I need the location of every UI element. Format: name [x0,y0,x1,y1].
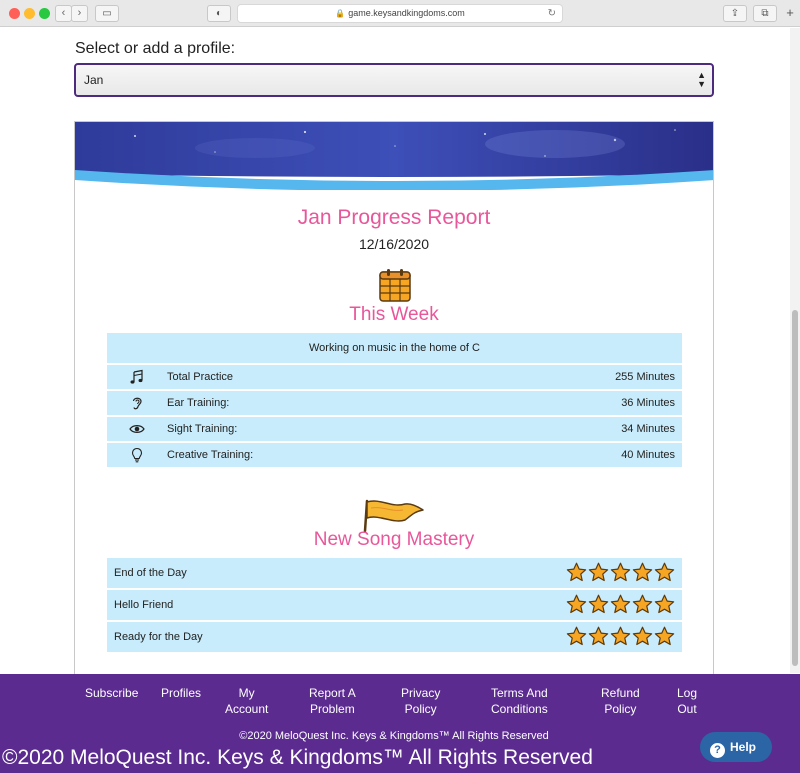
stat-value: 34 Minutes [621,423,675,435]
address-bar[interactable] [237,4,563,23]
browser-toolbar [0,0,800,27]
star-icon [610,594,631,615]
star-icon [632,594,653,615]
zoom-window-button[interactable] [39,8,50,19]
stat-value: 40 Minutes [621,449,675,461]
footer-link-log-out[interactable] [677,685,697,717]
stat-row-ear-training [107,391,682,415]
tabs-icon: ⧉ [761,8,769,19]
page-scrollbar[interactable] [790,28,800,673]
stat-label: Ear Training: [167,397,230,409]
footer-link-label: Conditions [491,702,548,716]
song-title: Hello Friend [114,599,174,611]
footer-copyright: ©2020 MeloQuest Inc. Keys & Kingdoms™ All Rights Reserved [239,730,549,742]
footer-link-label: Privacy [401,686,441,700]
lightbulb-icon [129,447,145,463]
back-button[interactable] [55,5,72,22]
close-window-button[interactable] [9,8,20,19]
sidebar-icon: ▭ [102,8,112,19]
song-row [107,558,682,588]
footer-link-privacy-policy[interactable] [401,685,440,717]
flag-icon [361,498,425,532]
star-icon [610,626,631,647]
star-icon [654,562,675,583]
footer-copyright-large: ©2020 MeloQuest Inc. Keys & Kingdoms™ All Rights Reserved [2,746,593,769]
footer-link-refund-policy[interactable] [601,685,640,717]
share-button[interactable] [723,5,747,22]
footer-link-label: My [238,686,255,700]
profile-select-label: Select or add a profile: [75,40,236,57]
tabs-overview-button[interactable] [753,5,777,22]
song-row [107,622,682,652]
star-icon [588,626,609,647]
chevron-left-icon: ‹ [61,7,66,19]
url-text: game.keysandkingdoms.com [348,8,465,18]
share-icon: ⇪ [730,8,740,19]
footer-link-label: Terms And [491,686,548,700]
lock-icon: 🔒 [335,9,346,18]
song-row [107,590,682,620]
stat-row-sight-training [107,417,682,441]
footer-link-label: Policy [404,702,437,716]
song-title: Ready for the Day [114,631,203,643]
footer-link-label: Subscribe [85,686,139,700]
footer-link-profiles[interactable] [161,685,201,701]
stat-value: 36 Minutes [621,397,675,409]
star-icon [588,562,609,583]
progress-report-card [74,121,714,674]
song-mastery-table [107,558,682,654]
select-arrows-icon: ▲ ▼ [697,70,706,89]
sidebar-button[interactable] [95,5,119,22]
stat-label: Total Practice [167,371,234,383]
eye-icon [129,421,145,437]
weekly-stats-table [107,333,682,469]
music-notes-icon [129,369,145,385]
star-icon [588,594,609,615]
stat-row-total-practice [107,365,682,389]
stat-label: Sight Training: [167,423,238,435]
starry-banner [75,122,714,190]
footer-link-my-account[interactable] [225,685,268,717]
footer-link-label: Out [677,702,697,716]
footer-link-subscribe[interactable] [85,685,138,701]
ear-icon [129,395,145,411]
scrollbar-thumb[interactable] [792,310,798,666]
star-icon [632,562,653,583]
profile-select[interactable] [74,63,714,97]
footer-link-label: Account [225,702,269,716]
stat-label: Creative Training: [167,449,254,461]
song-mastery-heading: New Song Mastery [313,529,475,550]
footer-link-label: Log [677,686,698,700]
minimize-window-button[interactable] [24,8,35,19]
star-icon [654,594,675,615]
this-week-heading: This Week [349,304,439,325]
footer-link-report-problem[interactable] [309,685,356,717]
star-rating [566,594,675,616]
help-button[interactable] [700,732,772,762]
profile-select-value: Jan [84,73,104,87]
star-rating [566,626,675,648]
footer-link-label: Policy [604,702,637,716]
site-footer [0,674,800,773]
star-icon [632,626,653,647]
help-label: Help [730,740,757,754]
star-rating [566,562,675,584]
report-title: Jan Progress Report [297,206,491,229]
stat-value: 255 Minutes [615,371,675,383]
calendar-icon [379,268,411,302]
question-mark-icon: ? [710,743,725,758]
plus-icon: + [786,5,794,20]
song-title: End of the Day [114,567,187,579]
footer-link-label: Refund [601,686,640,700]
forward-button[interactable] [71,5,88,22]
weekly-stats-subtitle: Working on music in the home of C [107,333,682,363]
star-icon [654,626,675,647]
stat-row-creative-training [107,443,682,467]
shield-icon: ◐ [215,8,223,19]
star-icon [566,626,587,647]
reload-icon[interactable]: ↻ [547,8,556,19]
report-date: 12/16/2020 [358,236,430,252]
chevron-right-icon: › [77,7,82,19]
footer-link-terms[interactable] [491,685,548,717]
footer-link-label: Problem [310,702,355,716]
privacy-report-button[interactable] [207,5,231,22]
star-icon [610,562,631,583]
footer-link-label: Report A [309,686,356,700]
footer-link-label: Profiles [161,686,202,700]
star-icon [566,562,587,583]
star-icon [566,594,587,615]
new-tab-button[interactable] [783,5,797,22]
